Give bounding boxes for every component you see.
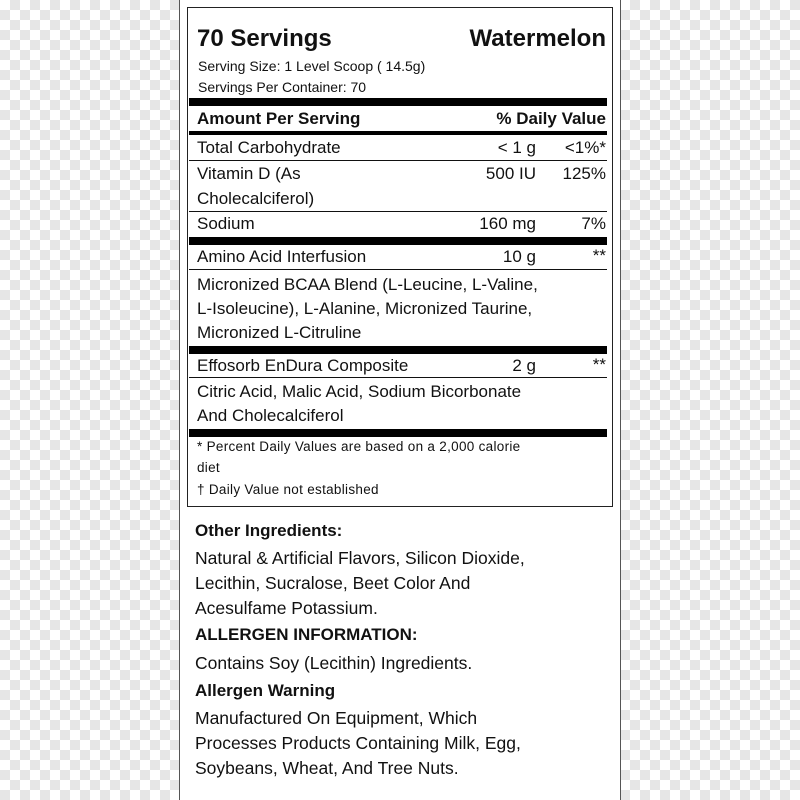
dagger-footnote: † Daily Value not established xyxy=(197,482,379,497)
blend-ingredients-line: And Cholecalciferol xyxy=(197,406,344,425)
blend-name: Amino Acid Interfusion xyxy=(197,247,367,266)
allergen-warning-line: Processes Products Containing Milk, Egg, xyxy=(195,733,521,753)
blend-daily-value: ** xyxy=(592,355,606,374)
blend-amount: 10 g xyxy=(502,247,536,266)
nutrient-name-continued: Cholecalciferol) xyxy=(197,189,315,208)
blend-amount: 2 g xyxy=(512,356,536,375)
nutrient-name: Total Carbohydrate xyxy=(197,138,341,157)
row-divider xyxy=(189,269,607,270)
medium-divider xyxy=(189,131,607,135)
allergen-warning-line: Manufactured On Equipment, Which xyxy=(195,708,478,728)
blend-name: Effosorb EnDura Composite xyxy=(197,356,409,375)
servings-per-container: Servings Per Container: 70 xyxy=(198,79,367,95)
nutrient-amount: 160 mg xyxy=(479,214,536,233)
nutrient-amount: < 1 g xyxy=(497,138,536,157)
flavor-title: Watermelon xyxy=(469,25,606,52)
other-ingredients-heading: Other Ingredients: xyxy=(195,521,343,540)
other-ingredients-line: Lecithin, Sucralose, Beet Color And xyxy=(195,573,471,593)
allergen-warning-line: Soybeans, Wheat, And Tree Nuts. xyxy=(195,758,459,778)
allergen-information-heading: ALLERGEN INFORMATION: xyxy=(195,625,418,644)
nutrient-daily-value: 125% xyxy=(562,164,606,183)
thick-divider xyxy=(189,98,607,106)
blend-daily-value: ** xyxy=(592,246,606,265)
row-divider xyxy=(189,377,607,378)
supplement-label xyxy=(179,0,621,800)
blend-ingredients-line: Micronized L-Citruline xyxy=(197,323,362,342)
serving-size: Serving Size: 1 Level Scoop ( 14.5g) xyxy=(198,58,426,74)
allergen-information-text: Contains Soy (Lecithin) Ingredients. xyxy=(195,653,473,673)
daily-value-footnote: * Percent Daily Values are based on a 2,000 calorie xyxy=(197,439,521,454)
nutrient-name: Vitamin D (As xyxy=(197,164,301,183)
nutrient-daily-value: <1%* xyxy=(564,138,606,157)
thick-divider xyxy=(189,429,607,437)
allergen-warning-heading: Allergen Warning xyxy=(195,681,336,700)
other-ingredients-line: Natural & Artificial Flavors, Silicon Dioxide, xyxy=(195,548,525,568)
nutrient-amount: 500 IU xyxy=(485,164,536,183)
blend-ingredients-line: L-Isoleucine), L-Alanine, Micronized Taurine, xyxy=(197,299,533,318)
thick-divider xyxy=(189,237,607,245)
daily-value-heading: % Daily Value xyxy=(496,109,606,128)
blend-ingredients-line: Micronized BCAA Blend (L-Leucine, L-Valine, xyxy=(197,275,538,294)
row-divider xyxy=(189,211,607,212)
other-ingredients-line: Acesulfame Potassium. xyxy=(195,598,378,618)
daily-value-footnote-continued: diet xyxy=(197,460,220,475)
nutrient-daily-value: 7% xyxy=(581,214,606,233)
blend-ingredients-line: Citric Acid, Malic Acid, Sodium Bicorbonate xyxy=(197,382,522,401)
row-divider xyxy=(189,160,607,161)
nutrient-name: Sodium xyxy=(197,214,255,233)
amount-per-serving-heading: Amount Per Serving xyxy=(197,109,361,128)
thick-divider xyxy=(189,346,607,354)
servings-title: 70 Servings xyxy=(197,25,332,52)
